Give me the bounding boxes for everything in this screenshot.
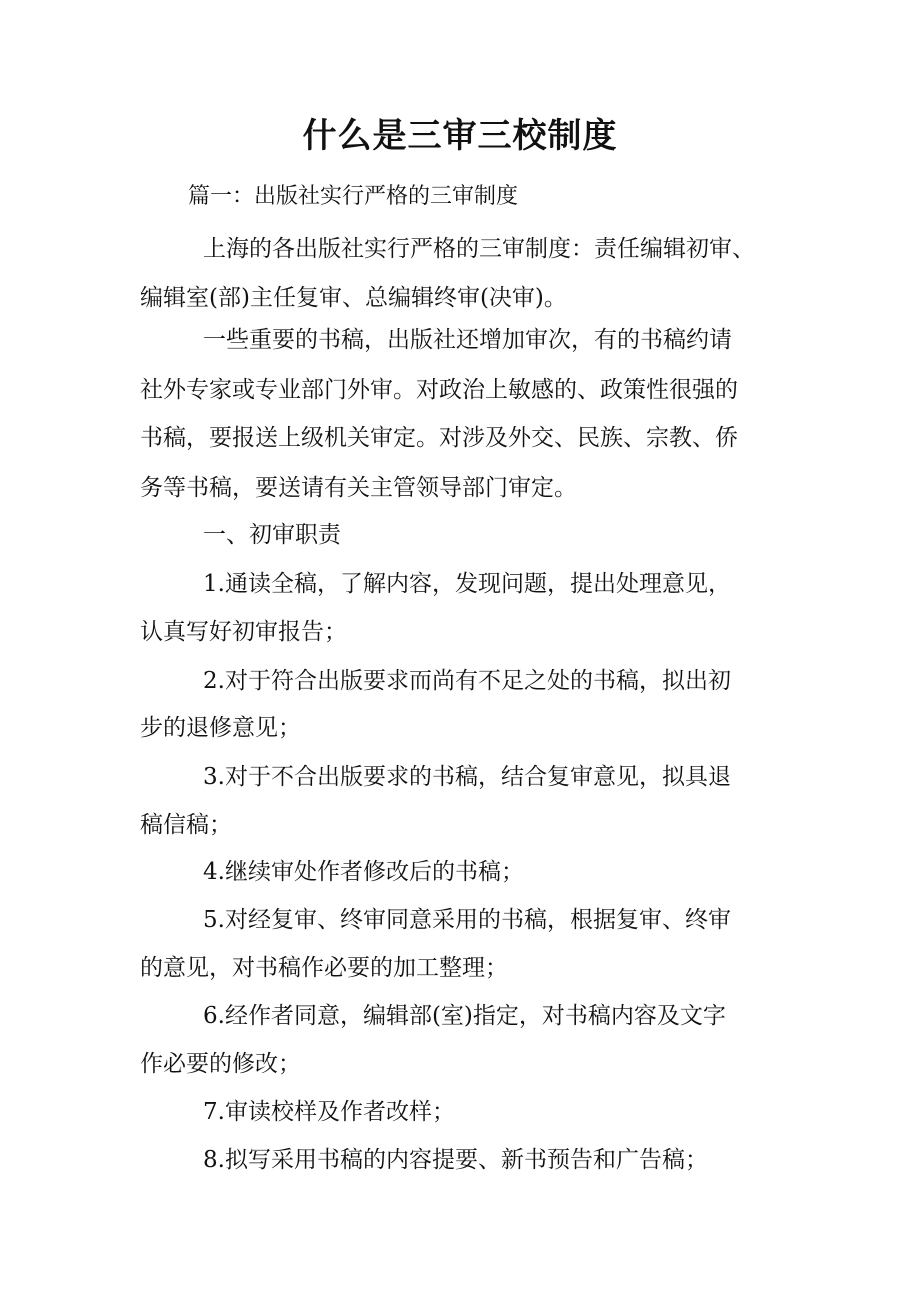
document-title: 什么是三审三校制度 [302, 116, 618, 156]
list-item-line: 8.拟写采用书稿的内容提要、新书预告和广告稿； [203, 1147, 708, 1173]
paragraph-line: 一些重要的书稿，出版社还增加审次，有的书稿约请 [203, 327, 732, 353]
list-item-line: 2.对于符合出版要求而尚有不足之处的书稿，拟出初 [203, 668, 731, 694]
list-item-line: 认真写好初审报告； [140, 619, 347, 645]
paragraph-line: 务等书稿，要送请有关主管领导部门审定。 [140, 475, 577, 501]
list-item-line: 作必要的修改； [140, 1051, 301, 1077]
list-item-line: 4.继续审处作者修改后的书稿； [203, 859, 524, 885]
paragraph-line: 书稿，要报送上级机关审定。对涉及外交、民族、宗教、侨 [140, 425, 738, 451]
list-item-line: 7.审读校样及作者改样； [203, 1099, 455, 1125]
paragraph-line: 编辑室(部)主任复审、总编辑终审(决审)。 [140, 285, 567, 311]
list-item-line: 稿信稿； [140, 812, 232, 838]
section-heading: 一、初审职责 [203, 522, 341, 548]
paragraph-line: 社外专家或专业部门外审。对政治上敏感的、政策性很强的 [140, 377, 738, 403]
section-subtitle: 篇一：出版社实行严格的三审制度 [188, 184, 519, 209]
list-item-line: 3.对于不合出版要求的书稿，结合复审意见，拟具退 [203, 764, 731, 790]
list-item-line: 5.对经复审、终审同意采用的书稿，根据复审、终审 [203, 907, 731, 933]
list-item-line: 步的退修意见； [140, 715, 301, 741]
paragraph-line: 上海的各出版社实行严格的三审制度：责任编辑初审、 [203, 236, 755, 262]
list-item-line: 1.通读全稿，了解内容，发现问题，提出处理意见， [203, 571, 731, 597]
list-item-line: 的意见，对书稿作必要的加工整理； [140, 955, 508, 981]
list-item-line: 6.经作者同意，编辑部(室)指定，对书稿内容及文字 [203, 1003, 726, 1029]
